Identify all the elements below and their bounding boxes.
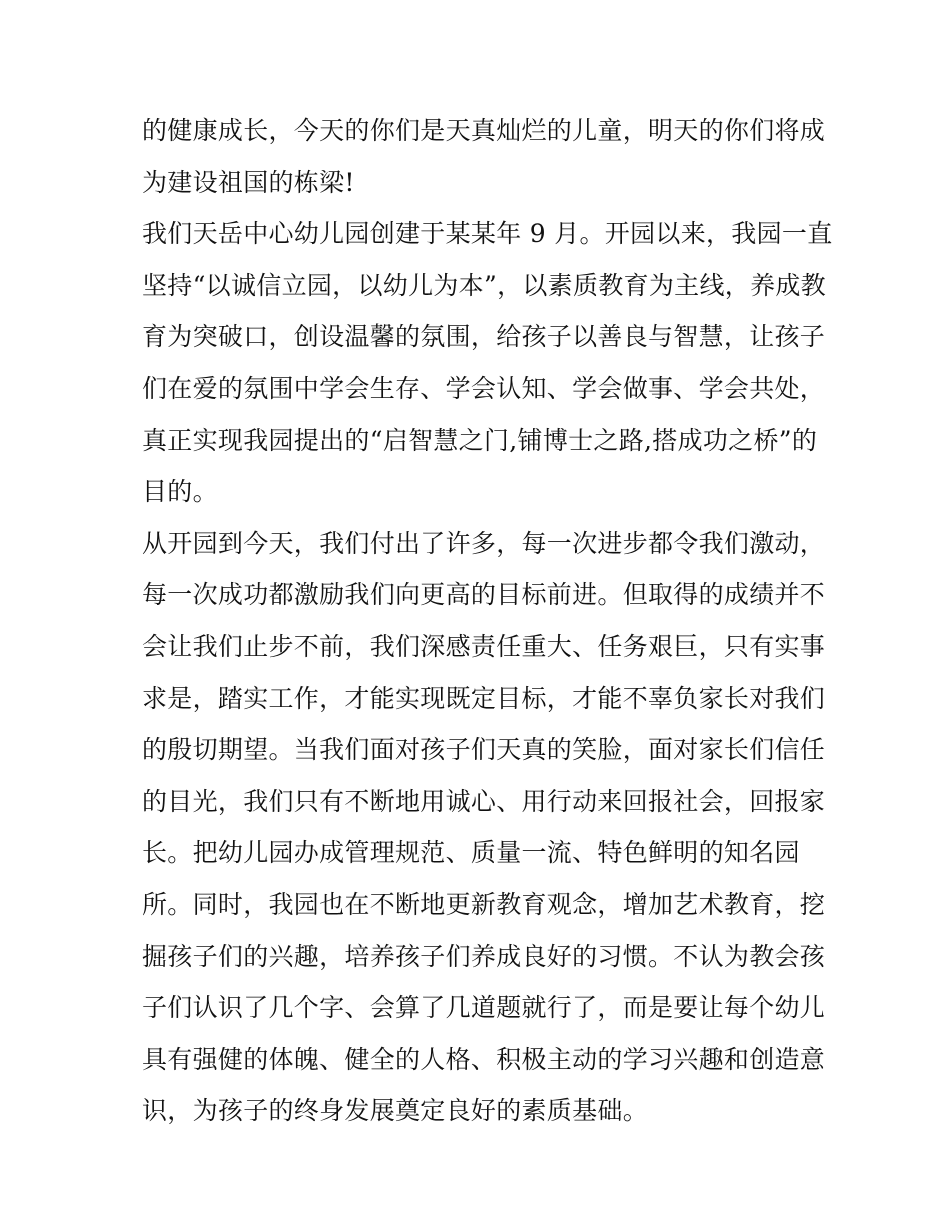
text-line: 们在爱的氛围中学会生存、学会认知、学会做事、学会共处，: [142, 373, 826, 403]
text-line: 坚持“以诚信立园，以幼儿为本”，以素质教育为主线，养成教: [142, 270, 826, 300]
text-line: 的殷切期望。当我们面对孩子们天真的笑脸，面对家长们信任: [142, 735, 826, 765]
text-line: 为建设祖国的栋梁!: [142, 167, 355, 197]
text-line: 识，为孩子的终身发展奠定良好的素质基础。: [142, 1096, 649, 1126]
text-line: 会让我们止步不前，我们深感责任重大、任务艰巨，只有实事: [142, 631, 826, 661]
text-line: 长。把幼儿园办成管理规范、质量一流、特色鲜明的知名园: [142, 838, 800, 868]
text-line: 我们天岳中心幼儿园创建于某某年 9 月。开园以来，我园一直: [142, 219, 833, 249]
text-line: 具有强健的体魄、健全的人格、积极主动的学习兴趣和创造意: [142, 1044, 826, 1074]
text-line: 从开园到今天，我们付出了许多，每一次进步都令我们激动，: [142, 528, 826, 558]
text-line: 求是，踏实工作，才能实现既定目标，才能不辜负家长对我们: [142, 683, 826, 713]
text-line: 真正实现我园提出的“启智慧之门,铺博士之路,搭成功之桥”的: [142, 425, 818, 455]
text-line: 所。同时，我园也在不断地更新教育观念，增加艺术教育，挖: [142, 889, 826, 919]
text-line: 每一次成功都激励我们向更高的目标前进。但取得的成绩并不: [142, 580, 826, 610]
text-line: 掘孩子们的兴趣，培养孩子们养成良好的习惯。不认为教会孩: [142, 941, 826, 971]
document-body: [142, 105, 833, 1137]
text-line: 子们认识了几个字、会算了几道题就行了，而是要让每个幼儿: [142, 993, 826, 1023]
text-line: 目的。: [142, 477, 218, 507]
text-line: 的健康成长，今天的你们是天真灿烂的儿童，明天的你们将成: [142, 116, 826, 145]
text-line: 育为突破口，创设温馨的氛围，给孩子以善良与智慧，让孩子: [142, 322, 826, 352]
text-line: 的目光，我们只有不断地用诚心、用行动来回报社会，回报家: [142, 786, 826, 816]
